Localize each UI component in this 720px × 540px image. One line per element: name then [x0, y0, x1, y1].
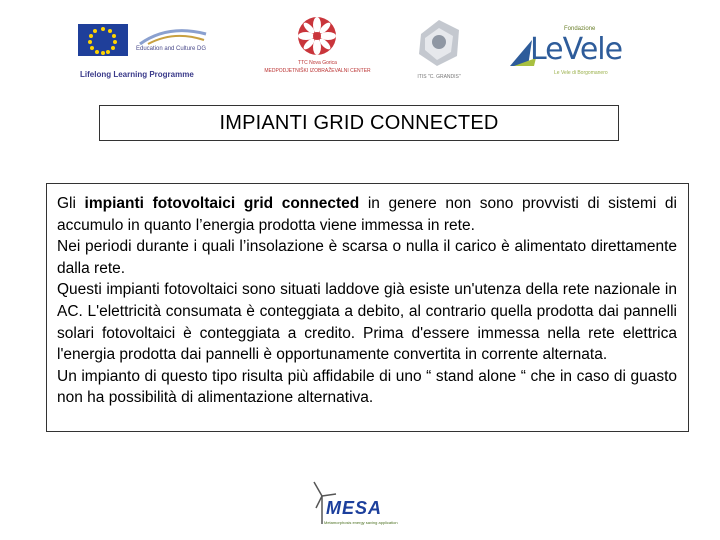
- ttc-logo: [250, 14, 385, 82]
- fondazione-text: Fondazione: [564, 26, 596, 32]
- levele-name: LeVele: [530, 32, 623, 67]
- body-text-box: [46, 183, 689, 432]
- bold-term: impianti fotovoltaici grid connected: [84, 195, 360, 212]
- eu-logo-text: Education and Culture DG: [136, 46, 207, 52]
- paragraph-3: Questi impianti fotovoltaici sono situati laddove già esiste un'utenza della rete nazionale in AC. L'elettricità consumata è conteggiata a debito, al contrario quella prodotta dai pannelli solari fotovoltaici è conteggiata a credito. Prima d'essere immessa nella rete elettrica l'energia prodotta dai pannelli è opportunamente convertita in corrente alternata.: [57, 281, 677, 364]
- paragraph-2: Nei periodi durante i quali l’insolazione è scarsa o nulla il carico è alimentato direttamente dalla rete.: [57, 238, 677, 277]
- mesa-name: MESA: [326, 498, 383, 518]
- eu-programme-text: Lifelong Learning Programme: [80, 70, 194, 79]
- fondazione-levele-logo: [508, 26, 638, 82]
- eu-flag-icon: [78, 24, 128, 56]
- slide-title: IMPIANTI GRID CONNECTED: [99, 105, 619, 141]
- flower-emblem-icon: [297, 16, 337, 56]
- itis-logo: [408, 14, 470, 82]
- levele-subtitle: Le Vele di Borgomanero: [554, 70, 608, 76]
- mesa-subtitle: Metamorphosis energy saving application: [324, 520, 398, 525]
- itis-logo-text: ITIS "C. GRANDIS": [417, 74, 461, 80]
- eu-lifelong-learning-logo: [78, 24, 228, 80]
- school-emblem-icon: [415, 16, 463, 68]
- swoosh-icon: [138, 28, 208, 46]
- logo-bar: [0, 10, 720, 85]
- mesa-logo: [308, 480, 400, 530]
- paragraph-4: Un impianto di questo tipo risulta più affidabile di uno “ stand alone “ che in caso di guasto non ha possibilità di alimentazione alternativa.: [57, 367, 677, 407]
- ttc-logo-name: TTC Nova Gorica: [298, 60, 337, 66]
- ttc-logo-subtitle: MEDPODJETNIŠKI IZOBRAŽEVALNI CENTER: [264, 68, 371, 74]
- paragraph-1: Gli impianti fotovoltaici grid connected in genere non sono provvisti di sistemi di accumulo in quanto l’energia prodotta viene immessa in rete.: [57, 195, 677, 234]
